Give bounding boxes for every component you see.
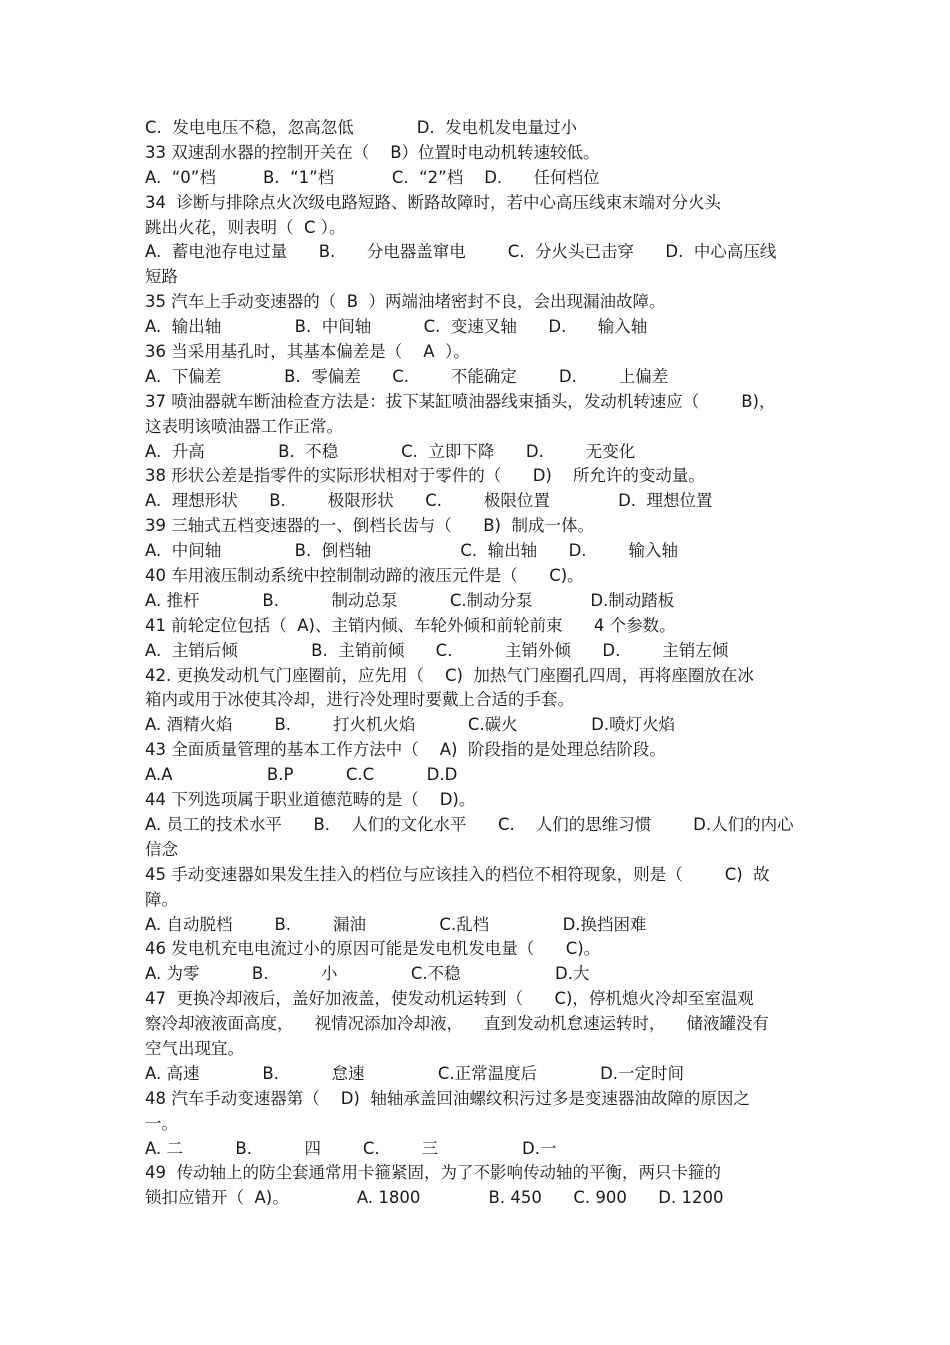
question-list xyxy=(145,116,815,1211)
text-line: 跳出火花，则表明（ C ）。 xyxy=(145,217,346,237)
text-line: 箱内或用于冰使其冷却，进行冷处理时要戴上合适的手套。 xyxy=(145,690,574,710)
text-line: 34 诊断与排除点火次级电路短路、断路故障时，若中心高压线束末端对分火头 xyxy=(145,192,721,212)
text-line: 一。 xyxy=(145,1113,178,1133)
text-line: 43 全面质量管理的基本工作方法中（ A) 阶段指的是处理总结阶段。 xyxy=(145,740,666,760)
text-line: A. 酒精火焰 B. 打火机火焰 C.碳火 D.喷灯火焰 xyxy=(145,715,676,735)
text-line: A. 主销后倾 B. 主销前倾 C. 主销外倾 D. 主销左倾 xyxy=(145,640,729,660)
text-line: 42. 更换发动机气门座圈前，应先用（ C) 加热气门座圈孔四周，再将座圈放在冰 xyxy=(145,665,754,685)
text-line: 40 车用液压制动系统中控制制动蹄的液压元件是（ C)。 xyxy=(145,566,584,586)
text-line: A. “0”档 B. “1”档 C. “2”档 D. 任何档位 xyxy=(145,167,600,187)
text-line: A. 下偏差 B. 零偏差 C. 不能确定 D. 上偏差 xyxy=(145,366,669,386)
text-line: A. 升高 B. 不稳 C. 立即下降 D. 无变化 xyxy=(145,441,636,461)
text-line: A. 中间轴 B. 倒档轴 C. 输出轴 D. 输入轴 xyxy=(145,541,679,561)
text-line: 35 汽车上手动变速器的（ B ）两端油堵密封不良，会出现漏油故障。 xyxy=(145,292,666,312)
text-line: 49 传动轴上的防尘套通常用卡箍紧固，为了不影响传动轴的平衡，两只卡箍的 xyxy=(145,1163,721,1183)
text-line: 36 当采用基孔时，其基本偏差是（ A ）。 xyxy=(145,342,470,362)
text-line: A. 蓄电池存电过量 B. 分电器盖窜电 C. 分火头已击穿 D. 中心高压线 xyxy=(145,242,777,262)
text-line: 这表明该喷油器工作正常。 xyxy=(145,416,343,436)
text-line: 46 发电机充电电流过小的原因可能是发电机发电量（ C)。 xyxy=(145,939,601,959)
text-line: 41 前轮定位包括（ A)、主销内倾、车轮外倾和前轮前束 4 个参数。 xyxy=(145,615,676,635)
text-line: A. 高速 B. 怠速 C.正常温度后 D.一定时间 xyxy=(145,1063,685,1083)
text-line: 信念 xyxy=(145,839,178,859)
text-line: 短路 xyxy=(145,267,178,287)
text-line: 障。 xyxy=(145,889,178,909)
text-line: 37 喷油器就车断油检查方法是：拔下某缸喷油器线束插头，发动机转速应（ B)， xyxy=(145,391,776,411)
text-line: 47 更换冷却液后，盖好加液盖，使发动机运转到（ C)，停机熄火冷却至室温观 xyxy=(145,989,754,1009)
text-line: 39 三轴式五档变速器的一、倒档长齿与（ B) 制成一体。 xyxy=(145,516,594,536)
text-line: 锁扣应错开（ A)。 A. 1800 B. 450 C. 900 D. 1200 xyxy=(145,1188,724,1208)
text-line: A. 推杆 B. 制动总泵 C.制动分泵 D.制动踏板 xyxy=(145,590,675,610)
text-line: A. 自动脱档 B. 漏油 C.乱档 D.换挡困难 xyxy=(145,914,647,934)
text-line: 空气出现宜。 xyxy=(145,1038,244,1058)
text-line: 察冷却液液面高度， 视情况添加冷却液， 直到发动机怠速运转时， 储液罐没有 xyxy=(145,1014,769,1034)
text-line: C. 发电电压不稳，忽高忽低 D. 发电机发电量过小 xyxy=(145,118,578,137)
text-line: 33 双速刮水器的控制开关在（ B）位置时电动机转速较低。 xyxy=(145,142,600,162)
text-line: 38 形状公差是指零件的实际形状相对于零件的（ D) 所允许的变动量。 xyxy=(145,466,705,486)
text-line: A. 为零 B. 小 C.不稳 D.大 xyxy=(145,964,590,984)
text-line: 45 手动变速器如果发生挂入的档位与应该挂入的档位不相符现象，则是（ C) 故 xyxy=(145,864,770,884)
text-line: A. 理想形状 B. 极限形状 C. 极限位置 D. 理想位置 xyxy=(145,491,713,511)
text-line: A. 输出轴 B. 中间轴 C. 变速叉轴 D. 输入轴 xyxy=(145,317,648,337)
text-line: 48 汽车手动变速器第（ D) 轴轴承盖回油螺纹积污过多是变速器油故障的原因之 xyxy=(145,1088,750,1108)
text-line: 44 下列选项属于职业道德范畴的是（ D)。 xyxy=(145,790,476,810)
text-line: A. 二 B. 四 C. 三 D.一 xyxy=(145,1138,557,1158)
text-line: A.A B.P C.C D.D xyxy=(145,765,458,785)
text-line: A. 员工的技术水平 B. 人们的文化水平 C. 人们的思维习惯 D.人们的内心 xyxy=(145,814,794,834)
